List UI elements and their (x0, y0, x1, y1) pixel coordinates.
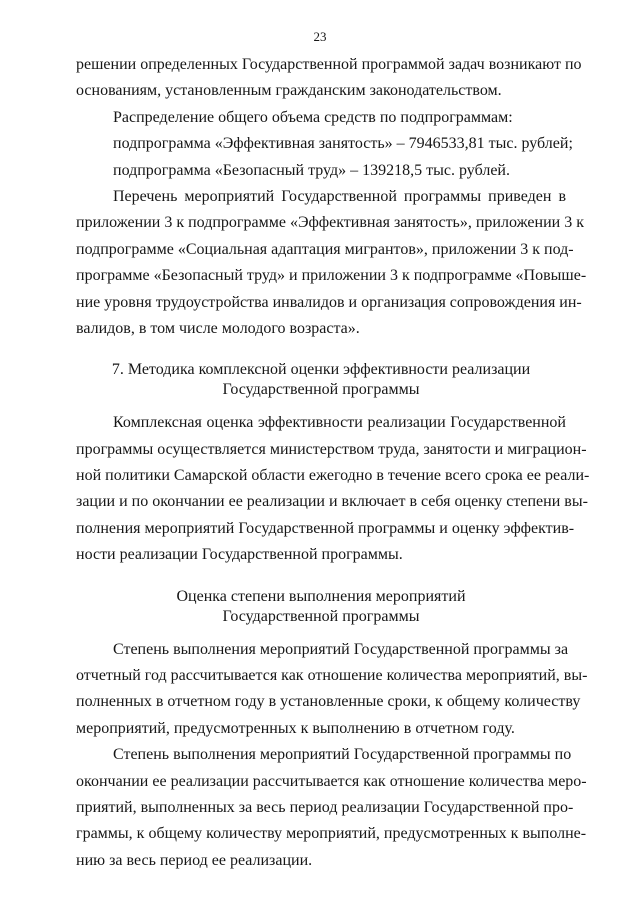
text-line: подпрограмма «Эффективная занятость» – 7946533,81 тыс. рублей; (113, 135, 573, 153)
paragraph-subprogram-safe-work (76, 158, 566, 184)
paragraph-funding-basis (76, 52, 582, 105)
paragraph-final-completion (76, 742, 587, 874)
text-line: ние уровня трудоустройства инвалидов и организация сопровождения ин- (76, 293, 582, 311)
text-line: окончании ее реализации рассчитывается как отношение количества меро- (76, 772, 587, 790)
spacer (76, 627, 566, 637)
paragraph-distribution (76, 105, 566, 131)
paragraph-annual-completion (76, 637, 588, 743)
paragraph-comprehensive-assessment (76, 410, 590, 568)
text-line: отчетный год рассчитывается как отношение количества мероприятий, вы- (76, 667, 588, 685)
text-line: ной политики Самарской области ежегодно в течение всего срока ее реали- (76, 467, 590, 485)
text-line: подпрограмме «Социальная адаптация мигрантов», приложении 3 к под- (76, 240, 574, 258)
text-line: программы осуществляется министерством труда, занятости и миграцион- (76, 440, 587, 458)
paragraph-subprogram-employment (76, 131, 573, 157)
heading-line: Государственной программы (222, 607, 420, 625)
heading-line: Оценка степени выполнения мероприятий (176, 587, 466, 605)
spacer (76, 569, 566, 587)
text-line: подпрограмма «Безопасный труд» – 139218,5 тыс. рублей. (113, 161, 510, 179)
subheading (76, 587, 566, 627)
text-line: приложении 3 к подпрограмме «Эффективная занятость», приложении 3 к (76, 214, 584, 232)
heading-line: Государственной программы (222, 381, 420, 399)
spacer (76, 400, 566, 410)
document-body (76, 52, 590, 874)
section-heading (76, 360, 566, 400)
text-line: ности реализации Государственной программы. (76, 546, 403, 564)
text-line: Комплексная оценка эффективности реализации Государственной (113, 414, 566, 432)
text-line: программе «Безопасный труд» и приложении 3 к подпрограмме «Повыше- (76, 267, 587, 285)
text-line: полненных в отчетном году в установленные сроки, к общему количеству (76, 693, 581, 711)
text-line: полнения мероприятий Государственной программы и оценку эффектив- (76, 519, 575, 537)
text-line: решении определенных Государственной программой задач возникают по (76, 56, 582, 73)
spacer (76, 342, 566, 360)
text-line: нию за весь период ее реализации. (76, 851, 313, 869)
text-line: Степень выполнения мероприятий Государственной программы за (113, 640, 569, 658)
text-line: Степень выполнения мероприятий Государственной программы по (113, 746, 572, 764)
text-line: мероприятий, предусмотренных к выполнению в отчетном году. (76, 719, 515, 737)
text-line: зации и по окончании ее реализации и включает в себя оценку степени вы- (76, 493, 588, 511)
text-line: Перечень мероприятий Государственной программы приведен в (113, 187, 566, 205)
heading-line: 7. Методика комплексной оценки эффективности реализации (111, 361, 531, 379)
paragraph-measures-list (76, 184, 587, 342)
text-line: приятий, выполненных за весь период реализации Государственной про- (76, 798, 574, 816)
text-line: граммы, к общему количеству мероприятий, предусмотренных к выполне- (76, 825, 587, 843)
page-number: 23 (313, 29, 327, 44)
text-line: Распределение общего объема средств по подпрограммам: (113, 108, 513, 126)
text-line: валидов, в том числе молодого возраста». (76, 319, 360, 337)
text-line: основаниям, установленным гражданским законодательством. (76, 82, 502, 100)
